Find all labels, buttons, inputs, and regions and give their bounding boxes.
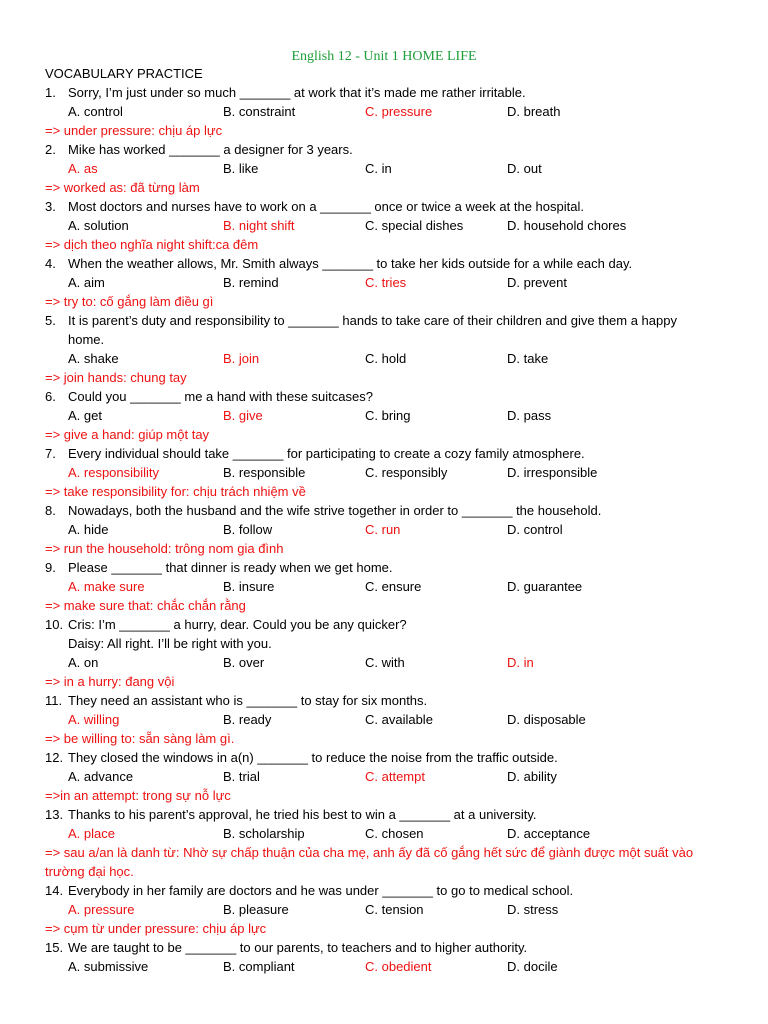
answer-options xyxy=(45,710,735,729)
answer-explanation: => join hands: chung tay xyxy=(45,370,187,385)
question-item xyxy=(45,140,735,197)
answer-option-correct: A. responsibility xyxy=(68,465,160,480)
answer-option: A. shake xyxy=(68,351,119,366)
answer-explanation: => be willing to: sẵn sàng làm gì. xyxy=(45,731,235,746)
answer-option-correct: B. give xyxy=(223,408,263,423)
question-number: 11. xyxy=(45,693,63,708)
answer-option: A. aim xyxy=(68,275,105,290)
question-stem: They closed the windows in a(n) _______ to reduce the noise from the traffic outside. xyxy=(68,750,558,765)
question-item xyxy=(45,444,735,501)
answer-option: C. ensure xyxy=(365,579,422,594)
answer-option: D. breath xyxy=(507,104,561,119)
answer-options xyxy=(45,767,735,786)
answer-option-correct: C. tries xyxy=(365,275,407,290)
question-item xyxy=(45,748,735,805)
question-number: 15. xyxy=(45,940,64,955)
answer-option: D. guarantee xyxy=(507,579,583,594)
answer-options xyxy=(45,102,735,121)
question-number: 10. xyxy=(45,617,64,632)
answer-option: B. compliant xyxy=(223,959,295,974)
answer-option-correct: D. in xyxy=(507,655,534,670)
question-stem: Could you _______ me a hand with these suitcases? xyxy=(68,389,373,404)
question-stem: It is parent’s duty and responsibility to _______ hands to take care of their children and give them a happy xyxy=(68,313,677,328)
question-text xyxy=(45,615,735,634)
question-item xyxy=(45,387,735,444)
answer-option: B. ready xyxy=(223,712,272,727)
answer-option: B. constraint xyxy=(223,104,296,119)
question-item xyxy=(45,881,735,938)
question-number: 8. xyxy=(45,503,56,518)
answer-option: C. chosen xyxy=(365,826,424,841)
answer-explanation: => sau a/an là danh từ: Nhờ sự chấp thuận của cha mẹ, anh ấy đã cố gắng hết sức để giành được một suất vào xyxy=(45,845,694,860)
answer-explanation: => take responsibility for: chịu trách nhiệm về xyxy=(45,484,306,499)
answer-options xyxy=(45,653,735,672)
question-text-continued: Daisy: All right. I’ll be right with you. xyxy=(68,636,272,651)
answer-option-correct: B. night shift xyxy=(223,218,295,233)
answer-option: C. special dishes xyxy=(365,218,464,233)
answer-options xyxy=(45,159,735,178)
answer-option: A. get xyxy=(68,408,102,423)
question-text xyxy=(45,83,735,102)
answer-options xyxy=(45,957,735,976)
question-number: 4. xyxy=(45,256,56,271)
answer-explanation: => try to: cố gắng làm điều gì xyxy=(45,294,214,309)
question-stem: They need an assistant who is _______ to stay for six months. xyxy=(68,693,428,708)
question-number: 9. xyxy=(45,560,56,575)
question-number: 12. xyxy=(45,750,64,765)
answer-options xyxy=(45,273,735,292)
question-number: 5. xyxy=(45,313,56,328)
answer-option: A. hide xyxy=(68,522,109,537)
answer-explanation: trường đại học. xyxy=(45,864,134,879)
answer-option: D. out xyxy=(507,161,542,176)
question-stem: Mike has worked _______ a designer for 3 years. xyxy=(68,142,353,157)
answer-option: B. trial xyxy=(223,769,260,784)
answer-option-correct: A. make sure xyxy=(68,579,145,594)
answer-options xyxy=(45,577,735,596)
section-heading: VOCABULARY PRACTICE xyxy=(45,66,203,81)
question-item xyxy=(45,558,735,615)
answer-explanation: => cụm từ under pressure: chịu áp lực xyxy=(45,921,267,936)
answer-option: D. control xyxy=(507,522,563,537)
question-item xyxy=(45,938,735,976)
question-list xyxy=(45,83,735,976)
question-number: 3. xyxy=(45,199,56,214)
question-stem: Cris: I’m _______ a hurry, dear. Could you be any quicker? xyxy=(68,617,407,632)
question-item xyxy=(45,83,735,140)
question-stem: We are taught to be _______ to our parents, to teachers and to higher authority. xyxy=(68,940,528,955)
answer-option: C. with xyxy=(365,655,405,670)
answer-option: C. hold xyxy=(365,351,407,366)
question-stem: Everybody in her family are doctors and he was under _______ to go to medical school. xyxy=(68,883,574,898)
question-number: 13. xyxy=(45,807,64,822)
answer-option: A. submissive xyxy=(68,959,149,974)
question-stem: Sorry, I’m just under so much _______ at work that it’s made me rather irritable. xyxy=(68,85,526,100)
answer-option: D. irresponsible xyxy=(507,465,598,480)
question-number: 7. xyxy=(45,446,56,461)
question-item xyxy=(45,254,735,311)
answer-option: D. disposable xyxy=(507,712,586,727)
question-number: 6. xyxy=(45,389,56,404)
question-text xyxy=(45,938,735,957)
answer-option-correct: C. obedient xyxy=(365,959,432,974)
answer-option: C. available xyxy=(365,712,433,727)
answer-option: A. solution xyxy=(68,218,129,233)
answer-option: A. on xyxy=(68,655,99,670)
question-item xyxy=(45,501,735,558)
answer-option: A. control xyxy=(68,104,123,119)
question-stem: Every individual should take _______ for participating to create a cozy family atmosphere. xyxy=(68,446,585,461)
question-stem: Please _______ that dinner is ready when we get home. xyxy=(68,560,393,575)
question-number: 1. xyxy=(45,85,56,100)
answer-options xyxy=(45,824,735,843)
answer-option: D. docile xyxy=(507,959,558,974)
question-stem: Most doctors and nurses have to work on a _______ once or twice a week at the hospital. xyxy=(68,199,584,214)
answer-option: B. scholarship xyxy=(223,826,305,841)
answer-option-correct: A. willing xyxy=(68,712,120,727)
answer-option: D. ability xyxy=(507,769,557,784)
answer-explanation: =>in an attempt: trong sự nỗ lực xyxy=(45,788,231,803)
answer-option-correct: C. attempt xyxy=(365,769,425,784)
answer-option: C. responsibly xyxy=(365,465,448,480)
question-text xyxy=(45,140,735,159)
question-stem: Thanks to his parent’s approval, he tried his best to win a _______ at a university. xyxy=(68,807,537,822)
answer-option-correct: A. as xyxy=(68,161,98,176)
answer-options xyxy=(45,900,735,919)
question-text xyxy=(45,881,735,900)
question-text xyxy=(45,748,735,767)
answer-option: D. pass xyxy=(507,408,552,423)
answer-option-correct: A. pressure xyxy=(68,902,135,917)
question-item xyxy=(45,197,735,254)
answer-explanation: => under pressure: chịu áp lực xyxy=(45,123,223,138)
answer-explanation: => make sure that: chắc chắn rằng xyxy=(45,598,246,613)
answer-option: D. take xyxy=(507,351,549,366)
answer-option-correct: C. run xyxy=(365,522,401,537)
answer-explanation: => run the household: trông nom gia đình xyxy=(45,541,284,556)
answer-option-correct: A. place xyxy=(68,826,115,841)
answer-option: C. tension xyxy=(365,902,424,917)
answer-explanation: => dịch theo nghĩa night shift:ca đêm xyxy=(45,237,259,252)
answer-explanation: => worked as: đã từng làm xyxy=(45,180,200,195)
question-text xyxy=(45,558,735,577)
question-text xyxy=(45,805,735,824)
answer-option: B. like xyxy=(223,161,259,176)
answer-option-correct: B. join xyxy=(223,351,260,366)
question-text-continued: home. xyxy=(68,332,105,347)
answer-option: D. household chores xyxy=(507,218,627,233)
question-item xyxy=(45,311,735,387)
question-text xyxy=(45,444,735,463)
answer-options xyxy=(45,216,735,235)
question-item xyxy=(45,691,735,748)
question-text xyxy=(45,691,735,710)
answer-options xyxy=(45,463,735,482)
answer-option: B. responsible xyxy=(223,465,306,480)
answer-option: D. acceptance xyxy=(507,826,591,841)
question-item xyxy=(45,805,735,881)
answer-explanation: => in a hurry: đang vội xyxy=(45,674,175,689)
document-title: English 12 - Unit 1 HOME LIFE xyxy=(291,49,477,64)
answer-option: B. follow xyxy=(223,522,273,537)
answer-option: D. stress xyxy=(507,902,559,917)
answer-option: A. advance xyxy=(68,769,134,784)
answer-option: B. over xyxy=(223,655,265,670)
answer-option: C. bring xyxy=(365,408,411,423)
question-text xyxy=(45,311,735,330)
answer-explanation: => give a hand: giúp một tay xyxy=(45,427,210,442)
question-text xyxy=(45,197,735,216)
answer-option-correct: C. pressure xyxy=(365,104,433,119)
question-number: 2. xyxy=(45,142,56,157)
answer-option: C. in xyxy=(365,161,392,176)
answer-option: B. insure xyxy=(223,579,275,594)
question-text xyxy=(45,254,735,273)
question-stem: When the weather allows, Mr. Smith always _______ to take her kids outside for a while each day. xyxy=(68,256,633,271)
answer-option: B. pleasure xyxy=(223,902,289,917)
question-item xyxy=(45,615,735,691)
question-stem: Nowadays, both the husband and the wife strive together in order to _______ the household. xyxy=(68,503,602,518)
answer-options xyxy=(45,406,735,425)
document-body xyxy=(45,64,735,976)
answer-options xyxy=(45,520,735,539)
answer-option: B. remind xyxy=(223,275,279,290)
question-text xyxy=(45,501,735,520)
question-number: 14. xyxy=(45,883,64,898)
answer-options xyxy=(45,349,735,368)
answer-option: D. prevent xyxy=(507,275,567,290)
question-text xyxy=(45,387,735,406)
